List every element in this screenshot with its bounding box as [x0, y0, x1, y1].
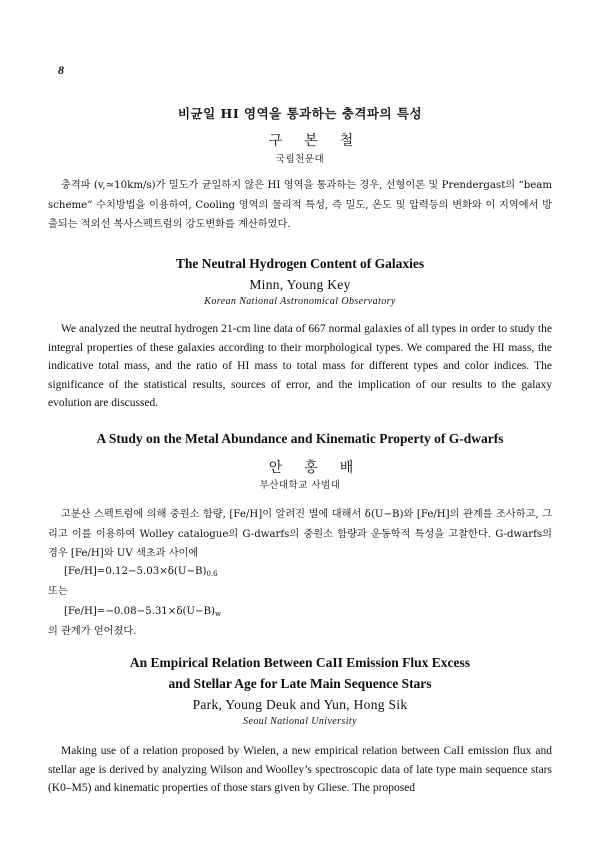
article-4-title-line-2: and Stellar Age for Late Main Sequence Stars: [168, 676, 432, 691]
equation-1-subscript: 0.6: [206, 570, 218, 578]
article-4-title-line-1: An Empirical Relation Between CaII Emission Flux Excess: [129, 655, 471, 670]
article-3-title: A Study on the Metal Abundance and Kinematic Property of G-dwarfs: [96, 431, 504, 446]
article-1-author: 구본철: [268, 133, 376, 149]
article-1-title: 비균일 HI 영역을 통과하는 충격파의 특성: [177, 106, 423, 121]
equation-2-subscript: w: [215, 610, 222, 618]
article-4-author: Park, Young Deuk and Yun, Hong Sik: [192, 697, 408, 712]
page-number: 8: [58, 63, 64, 77]
article-2-affiliation: Korean National Astronomical Observatory: [204, 296, 396, 307]
article-3-author: 안홍배: [268, 460, 376, 476]
article-1-affiliation: 국립천문대: [275, 154, 325, 165]
article-3-connector: 또는: [48, 586, 68, 597]
article-2-author: Minn, Young Key: [249, 277, 351, 292]
equation-2-expression: [Fe/H]=−0.08−5.31×δ(U−B): [64, 606, 216, 617]
article-3-abstract: 고분산 스펙트럼에 의해 중원소 함량, [Fe/H]이 알려진 별에 대해서 δ(U−B)와 [Fe/H]의 관계를 조사하고, 그리고 이를 이용하여 Wolley catalogue의 G-dwarfs의 중원소 함량과 운동학적 특성을 고찰한다. G-dwarfs의 경우 [Fe/H]와 UV 색초과 사이에: [48, 509, 552, 559]
article-3-equation-1: [48, 562, 568, 584]
article-4-abstract: Making use of a relation proposed by Wielen, a new empirical relation between CaII emission flux and stellar age is derived by analyzing Wilson and Woolley’s spectroscopic data of late type main sequence stars (K0–M5) and kinematic properties of those stars given by Gliese. The proposed: [48, 745, 552, 794]
article-3-closing: 의 관계가 얻어졌다.: [48, 626, 137, 637]
article-2-title: The Neutral Hydrogen Content of Galaxies: [175, 256, 425, 271]
article-1-abstract: 충격파 (v,≃10km/s)가 밀도가 균일하지 않은 HI 영역을 통과하는 경우, 선형이론 및 Prendergast의 “beam scheme” 수치방법을 이용하여, Cooling 영역의 물리적 특성, 즉 밀도, 온도 및 압력등의 변화와 이 지역에서 방출되는 적외선 복사스펙트럼의 강도변화를 계산하였다.: [48, 180, 552, 230]
article-3-affiliation: 부산대학교 사범대: [259, 480, 341, 491]
article-4-affiliation: Seoul National University: [243, 716, 357, 727]
equation-1-expression: [Fe/H]=0.12−5.03×δ(U−B): [64, 566, 207, 577]
article-3-equation-2: [48, 602, 568, 624]
article-2-abstract: We analyzed the neutral hydrogen 21-cm line data of 667 normal galaxies of all types in order to study the integral properties of these galaxies according to their morphological types. We compared the HI mass, the indicative total mass, and the ratio of HI mass to total mass for different types and color indices. The significance of the statistical results, sources of error, and the implication of our results to the galaxy evolution are discussed.: [48, 323, 552, 409]
